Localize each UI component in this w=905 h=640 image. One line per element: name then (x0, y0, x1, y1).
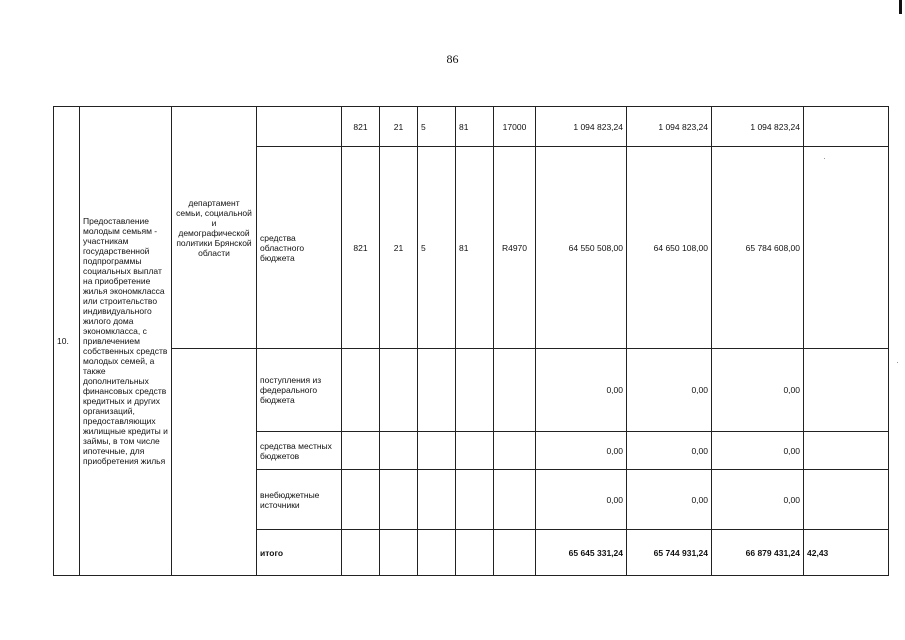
amount-year2-cell: 0,00 (627, 432, 712, 470)
vr-cell (494, 470, 536, 530)
vr-cell (494, 349, 536, 432)
csr-cell (456, 349, 494, 432)
extra-cell (804, 349, 889, 432)
extra-cell (804, 470, 889, 530)
grbs-cell: 821 (342, 107, 380, 147)
csr-cell: 81 (456, 147, 494, 349)
vr-cell: 17000 (494, 107, 536, 147)
amount-year3-cell: 65 784 608,00 (712, 147, 804, 349)
pr-cell (418, 470, 456, 530)
grbs-cell (342, 530, 380, 576)
executor-continuation-cell (172, 349, 257, 576)
total-year3-cell: 66 879 431,24 (712, 530, 804, 576)
csr-cell (456, 432, 494, 470)
table-row (54, 349, 889, 432)
funding-source-cell: средства местных бюджетов (257, 432, 342, 470)
grbs-cell (342, 349, 380, 432)
page-number: 86 (446, 52, 459, 66)
table-row (54, 107, 889, 147)
scan-speck (897, 362, 898, 363)
extra-cell (804, 432, 889, 470)
funding-source-cell: поступления из федерального бюджета (257, 349, 342, 432)
extra-cell (804, 147, 889, 349)
pr-cell (418, 432, 456, 470)
rz-cell (380, 349, 418, 432)
grbs-cell: 821 (342, 147, 380, 349)
funding-source-cell: внебюджетные источники (257, 470, 342, 530)
amount-year1-cell: 0,00 (536, 470, 627, 530)
pr-cell (418, 530, 456, 576)
csr-cell: 81 (456, 107, 494, 147)
vr-cell: R4970 (494, 147, 536, 349)
budget-table (53, 106, 889, 576)
extra-value-cell: 42,43 (804, 530, 889, 576)
measure-name-cell: Предоставление молодым семьям - участникам государственной подпрограммы социальных выплат на приобретение жилья экономкласса или строительство индивидуального жилого дома экономкласса, с привлечением собственных средств молодых семей, а также дополнительных финансовых средств кредитных и других организаций, предоставляющих жилищные кредиты и займы, в том числе ипотечные, для приобретения жилья (80, 107, 172, 576)
funding-source-cell (257, 107, 342, 147)
amount-year2-cell: 64 650 108,00 (627, 147, 712, 349)
csr-cell (456, 530, 494, 576)
grbs-cell (342, 432, 380, 470)
amount-year3-cell: 0,00 (712, 470, 804, 530)
total-year1-cell: 65 645 331,24 (536, 530, 627, 576)
funding-source-cell: итого (257, 530, 342, 576)
row-number-cell: 10. (54, 107, 80, 576)
rz-cell: 21 (380, 147, 418, 349)
extra-cell (804, 107, 889, 147)
rz-cell (380, 530, 418, 576)
amount-year1-cell: 64 550 508,00 (536, 147, 627, 349)
vr-cell (494, 432, 536, 470)
amount-year3-cell: 0,00 (712, 432, 804, 470)
vr-cell (494, 530, 536, 576)
amount-year2-cell: 0,00 (627, 349, 712, 432)
amount-year1-cell: 1 094 823,24 (536, 107, 627, 147)
funding-source-cell: средства областного бюджета (257, 147, 342, 349)
amount-year3-cell: 0,00 (712, 349, 804, 432)
amount-year1-cell: 0,00 (536, 432, 627, 470)
rz-cell (380, 432, 418, 470)
csr-cell (456, 470, 494, 530)
amount-year1-cell: 0,00 (536, 349, 627, 432)
grbs-cell (342, 470, 380, 530)
scan-edge-mark (899, 0, 902, 14)
executor-cell: департамент семьи, социальной и демографической политики Брянской области (172, 107, 257, 349)
rz-cell (380, 470, 418, 530)
pr-cell: 5 (418, 107, 456, 147)
pr-cell (418, 349, 456, 432)
amount-year2-cell: 0,00 (627, 470, 712, 530)
total-year2-cell: 65 744 931,24 (627, 530, 712, 576)
amount-year3-cell: 1 094 823,24 (712, 107, 804, 147)
rz-cell: 21 (380, 107, 418, 147)
amount-year2-cell: 1 094 823,24 (627, 107, 712, 147)
pr-cell: 5 (418, 147, 456, 349)
